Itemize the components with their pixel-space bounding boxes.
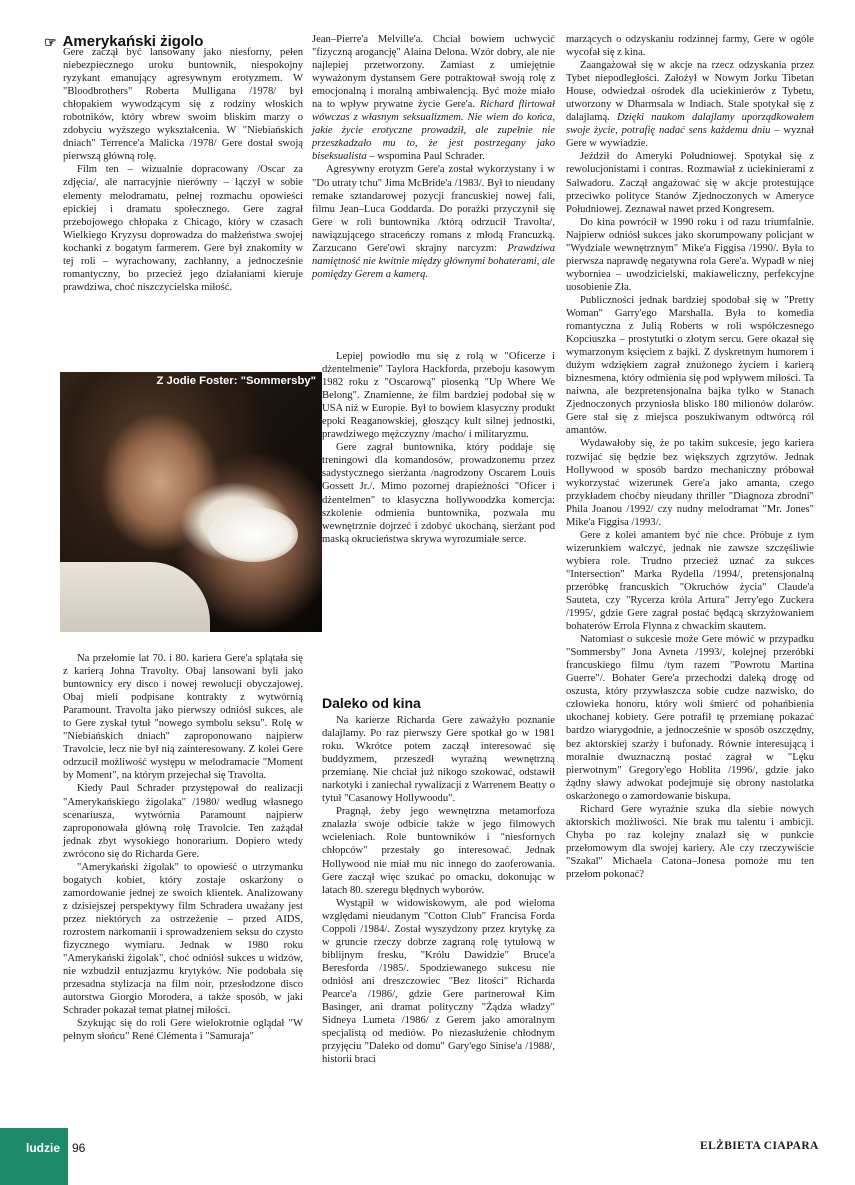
column-1-top	[63, 46, 303, 294]
photo-shaving-cream-shape	[208, 507, 298, 562]
paragraph-text: Jean–Pierre'a Melville'a. Chciał bowiem uchwycić "fizyczną arogancję" Alaina Delona. Wzór dobry, ale nie najlepiej przetworzony. Zamiast z umiejętnie wyważonym dystansem Gere potraktował swoją rolę z emocjonalną i moralną ambiwalencją. Być może miało na to wpływ prywatne życie Gere'a.	[312, 34, 555, 111]
paragraph: Kiedy Paul Schrader przystępował do realizacji "Amerykańskiego żigolaka" /1980/ według własnego scenariusza, wytwórnia Paramount najpierw zaproponowała główną rolę Travolcie. Ten zażądał jednak zbyt wysokiego honorarium. Dopiero wtedy zwrócono się do Richarda Gere.	[63, 783, 303, 860]
paragraph: Natomiast o sukcesie może Gere mówić w przypadku "Sommersby" Jona Avneta /1993/, kolejnej przeróbki francuskiego filmu /tym razem "Powrotu Martina Guerre"/. Bohater Gere'a przechodzi daleką drogę od oszusta, który przywłaszcza sobie cudze nazwisko, do człowieka honoru, który woli śmierć od pohańbienia ukochanej kobiety. Gere potrafił tę przemianę pokazać bardzo wiarygodnie, a jednocześnie w sposób oszczędny, bez aktorskiej szarży i bufonady. Równie interesującą i moralnie dwuznaczną postać zagrał w "Lęku pierwotnym" Gregory'ego Hoblita /1996/, gdzie jako żądny sławy adwokat podejmuje się obrony nastolatka oskarżonego o zamordowanie biskupa.	[566, 634, 814, 802]
paragraph: Lepiej powiodło mu się z rolą w "Oficerze i dżentelmenie" Taylora Hackforda, przeboju kasowym 1982 roku z "Oscarową" piosenką "Up Where We Belong". Znamienne, że film bardziej podobał się w USA niż w Europie. Był to bowiem klasyczny produkt epoki Reaganowskiej, głoszący kult silnej jednostki, prawdziwego mężczyzny /macho/ i militaryzmu.	[322, 351, 555, 441]
paragraph: Gere zagrał buntownika, który poddaje się treningowi dla komandosów, prowadzonemu przez sadystycznego sierżanta /nagrodzony Oscarem Louis Gossett Jr./. Mimo pozornej drapieżności "Oficer i dżentelmen" to klasyczna hollywoodzka komercja: szkolenie odmienia buntownika, pozwala mu wewnętrznie dojrzeć i zdobyć ukochaną, sierżant pod maską okrucieństwa skrywa wyrozumiałe serce.	[322, 442, 555, 545]
paragraph-text: Agresywny erotyzm Gere'a został wykorzystany i w "Do utraty tchu" Jima McBride'a /1983/. Był to nieudany remake sztandarowej pozycji francuskiej nowej fali, filmu Jean–Luca Goddarda. Do porażki przyczynił się Gere w roli buntownika /którą odrzucił Travolta/, nawiązującego straceńczy romans z młodą Francuzką. Zarzucano Gere'owi skrajny narcyzm:	[312, 164, 555, 254]
paragraph: Jeździł do Ameryki Południowej. Spotykał się z rewolucjonistami i contras. Rozmawiał z uciekinierami z Salwadoru. Zaczął angażować się w akcje protestujące przeciwko polityce Stanów Zjednoczonych w Ameryce Południowej. Zeznawał nawet przed Kongresem.	[566, 151, 814, 215]
paragraph: Wydawałoby się, że po takim sukcesie, jego kariera rozwijać się będzie bez większych zgrzytów. Jednak Hollywood w sposób bardzo mechaniczny próbował wykorzystać wizerunek Gere'a jako amanta, czego przykładem choćby nieudany thriller "Diagnoza zbrodni" Phila Joanou /1992/ czy nudny melodramat "Mr. Jones" Mike'a Figgisa /1993/.	[566, 438, 814, 528]
column-2-narrow	[322, 350, 555, 546]
paragraph-text: – wspomina Paul Schrader.	[369, 151, 485, 163]
quote-text: Prawdziwa namiętność nie kwitnie między głównymi bohaterami, ale pomiędzy Gerem a kamerą.	[312, 242, 555, 280]
column-2-bottom	[322, 714, 555, 1066]
paragraph: Film ten – wizualnie dopracowany /Oscar za zdjęcia/, ale narracyjnie nierówny – łączył w sobie elementy melodramatu, pełnej rozmachu opowieści epickiej i dramatu społecznego. Gere zagrał przebojowego chłopaka z Chicago, który w czasach Wielkiego Kryzysu doprowadza do małżeństwa swojej kochanki z bogatym farmerem. Gere był znakomity w tej roli – wyrachowany, zachłanny, a jednocześnie romantyczny, bo przecież jego działaniami kieruje prawdziwa, choć niszczycielska miłość.	[63, 164, 303, 293]
column-3	[566, 33, 814, 881]
paragraph: "Amerykański żigolak" to opowieść o utrzymanku bogatych kobiet, który zostaje oskarżony o zamordowanie jednej ze swoich klientek. Analizowany z dzisiejszej perspektywy film Schradera uważany jest przez niektórych za ostrzeżenie – przed AIDS, rozrostem narkomanii i sprowadzeniem seksu do czysto fizycznego wymiaru. Jednak w 1980 roku "Amerykański żigolak", choć odniósł sukces u widzów, nie wzbudził entuzjazmu krytyków. Nie podobała się przesadna stylizacja na film noir, przesłodzone disco autorstwa Giorgio Morodera, a także sposób, w jaki Schrader pokazał temat płatnej miłości.	[63, 861, 303, 1017]
column-1-bottom	[63, 652, 303, 1043]
paragraph	[566, 59, 814, 150]
paragraph: Na karierze Richarda Gere zaważyło poznanie dalajlamy. Po raz pierwszy Gere spotkał go w 1981 roku. Wkrótce potem zaczął interesować się buddyzmem, przeszedł wyraźną wewnętrzną przemianę. Nie chciał już nikogo szokować, odstawił narkotyki i zaniechał rywalizacji z Warrenem Beatty o tytuł "Casanowy Hollywoodu".	[322, 715, 555, 805]
paragraph	[312, 33, 555, 163]
paragraph: Do kina powrócił w 1990 roku i od razu triumfalnie. Najpierw odniósł sukces jako skorumpowany policjant w "Wydziale wewnętrznym" Mike'a Figgisa /1990/. Była to pierwsza naprawdę negatywna rola Gere'a. Wypadł w niej wyborniea – uwodzicielski, makiaweliczny, perfekcyjne uosobienie Zła.	[566, 216, 814, 293]
paragraph: Gere zaczął być lansowany jako niesforny, pełen niebezpiecznego uroku buntownik, niespokojny ryzykant emanujący agresywnym erotyzmem. W "Bloodbrothers" Roberta Mulligana /1978/ był chłopakiem wywodzącym się z rodziny włoskich robotników, który wbrew swoim bliskim marzy o zdobyciu wyższego wykształcenia. W "Niebiańskich dniach" Terrence'a Malicka /1978/ Gere dostał swoją pierwszą główną rolę.	[63, 47, 303, 163]
quote-text: Richard flirtował wówczas z własnym seksualizmem. Nie wiem do końca, jakie życie erotyczne prowadził, ale zupełnie nie przeszkadzało mu to, że jest postrzegany jako biseksualista	[312, 99, 555, 163]
column-2-top	[312, 33, 555, 281]
film-still-photo	[60, 372, 322, 632]
section-subheading: Daleko od kina	[322, 695, 421, 711]
paragraph: Richard Gere wyraźnie szuka dla siebie nowych aktorskich możliwości. Nie brak mu talentu i ambicji. Chyba po raz kolejny znalazł się w punkcie przełomowym dla swojej kariery. Ale czy rzeczywiście "Szakal" Michaela Catona–Jonesa pomoże mu ten przełom pokonać?	[566, 803, 814, 880]
paragraph: Publiczności jednak bardziej spodobał się w "Pretty Woman" Garry'ego Marshalla. Była to komedia romantyczna z Julią Roberts w roli współczesnego Kopciuszka – prostytutki o złotym sercu. Gere okazał się wymarzonym księciem z bajki. Z dyskretnym humorem i dużym wdziękiem zagrał znużonego życiem i karierą biznesmena, który odmienia się pod wpływem miłości. Ta naiwna, ale bezpretensjonalna bajka tylko w Stanach Zjednoczonych przyniosła blisko 180 milionów dolarów. Gere stał się z miejsca poszukiwanym odtwórcą ról amantów.	[566, 294, 814, 437]
paragraph: Gere z kolei amantem być nie chce. Próbuje z tym wizerunkiem walczyć, jednak nie zawsze szczęśliwie wybiera role. Trudno przecież uznać za sukces "Intersection" Marka Rydella /1994/, pretensjonalną przeróbkę francuskich "Okruchów życia" Claude'a Sauteta, czy "Rycerza króla Artura" Jerry'ego Zuckera /1995/, gdzie Gere zagrał postać będącą skrzyżowaniem bohaterów Errola Flynna z chwackim skautem.	[566, 529, 814, 633]
photo-shirt-shape	[60, 562, 210, 632]
magazine-name: ludzie	[26, 1141, 61, 1155]
quote-text: Dzięki naukom dalajlamy uporządkowałem swoje życie, potrafię nadać sens każdemu dniu	[566, 112, 814, 137]
pointing-hand-icon: ☞	[44, 33, 57, 50]
paragraph: marzących o odzyskaniu rodzinnej farmy, Gere w ogóle wycofał się z kina.	[566, 34, 814, 59]
photo-caption: Z Jodie Foster: "Sommersby"	[156, 375, 316, 387]
paragraph: Wystąpił w widowiskowym, ale pod wieloma względami nieudanym "Cotton Club" Francisa Forda Coppoli /1984/. Został wyszydzony przez krytykę za w gruncie rzeczy dobrze zagraną rolę tytułową w biblijnym fresku, "Królu Dawidzie" Bruce'a Beresforda /1985/. Spodziewanego sukcesu nie odniósł ani dreszczowiec "Bez litości" Richarda Pearce'a /1986/, gdzie Gere partnerował Kim Basinger, ani dramat polityczny "Żądza władzy" Sidneya Lumeta /1986/ z Gerem jako amoralnym specjalistą od mediów. Po niezasłużenie chłodnym przyjęciu "Daleko od domu" Gary'ego Sinise'a /1988/, historii braci	[322, 897, 555, 1066]
paragraph: Na przełomie lat 70. i 80. kariera Gere'a splątała się z karierą Johna Travolty. Obaj lansowani byli jako buntownicy ery disco i nowej rewolucji obyczajowej. Obaj mieli podpisane kontrakty z wytwórnią Paramount. Travolta jako pierwszy odniósł sukces, ale to Gere zyskał tytuł "nowego symbolu seksu". Rolę w "Niebiańskich dniach" zaproponowano najpierw Travolcie, lecz nie był nią zainteresowany. Z kolei Gere odrzucił możliwość występu w melodramacie "Moment by Moment", na którym przejechał się Travolta.	[63, 653, 303, 782]
paragraph-text: Zaangażował się w akcje na rzecz odzyskania przez Tybet niepodległości. Założył w Nowym Jorku Tibetan House, odwiedzał ośrodek dla uciekinierów z Tybetu, utworzony w Dharmsala w Indiach. Stale spotykał się z dalajlamą.	[566, 60, 814, 124]
article-title-text: Amerykański żigolo	[62, 33, 204, 50]
page-number: 96	[72, 1141, 86, 1155]
footer-color-band	[0, 1128, 68, 1185]
paragraph: Szykując się do roli Gere wielokrotnie oglądał "W pełnym słońcu" René Clémenta i "Samuraja"	[63, 1018, 303, 1043]
paragraph-text: – wyznał Gere w wywiadzie.	[566, 125, 814, 150]
paragraph	[312, 163, 555, 280]
author-signature: ELŻBIETA CIAPARA	[700, 1140, 819, 1152]
paragraph: Pragnął, żeby jego wewnętrzna metamorfoza znalazła swoje odbicie także w jego filmowych wcieleniach. Role buntowników i "niesfornych chłopców" przestały go interesować. Jednak Hollywood nie miał mu nic innego do zaoferowania. Gere zaczął więc szukać po omacku, dokonując w latach 80. szeregu błędnych wyborów.	[322, 806, 555, 896]
